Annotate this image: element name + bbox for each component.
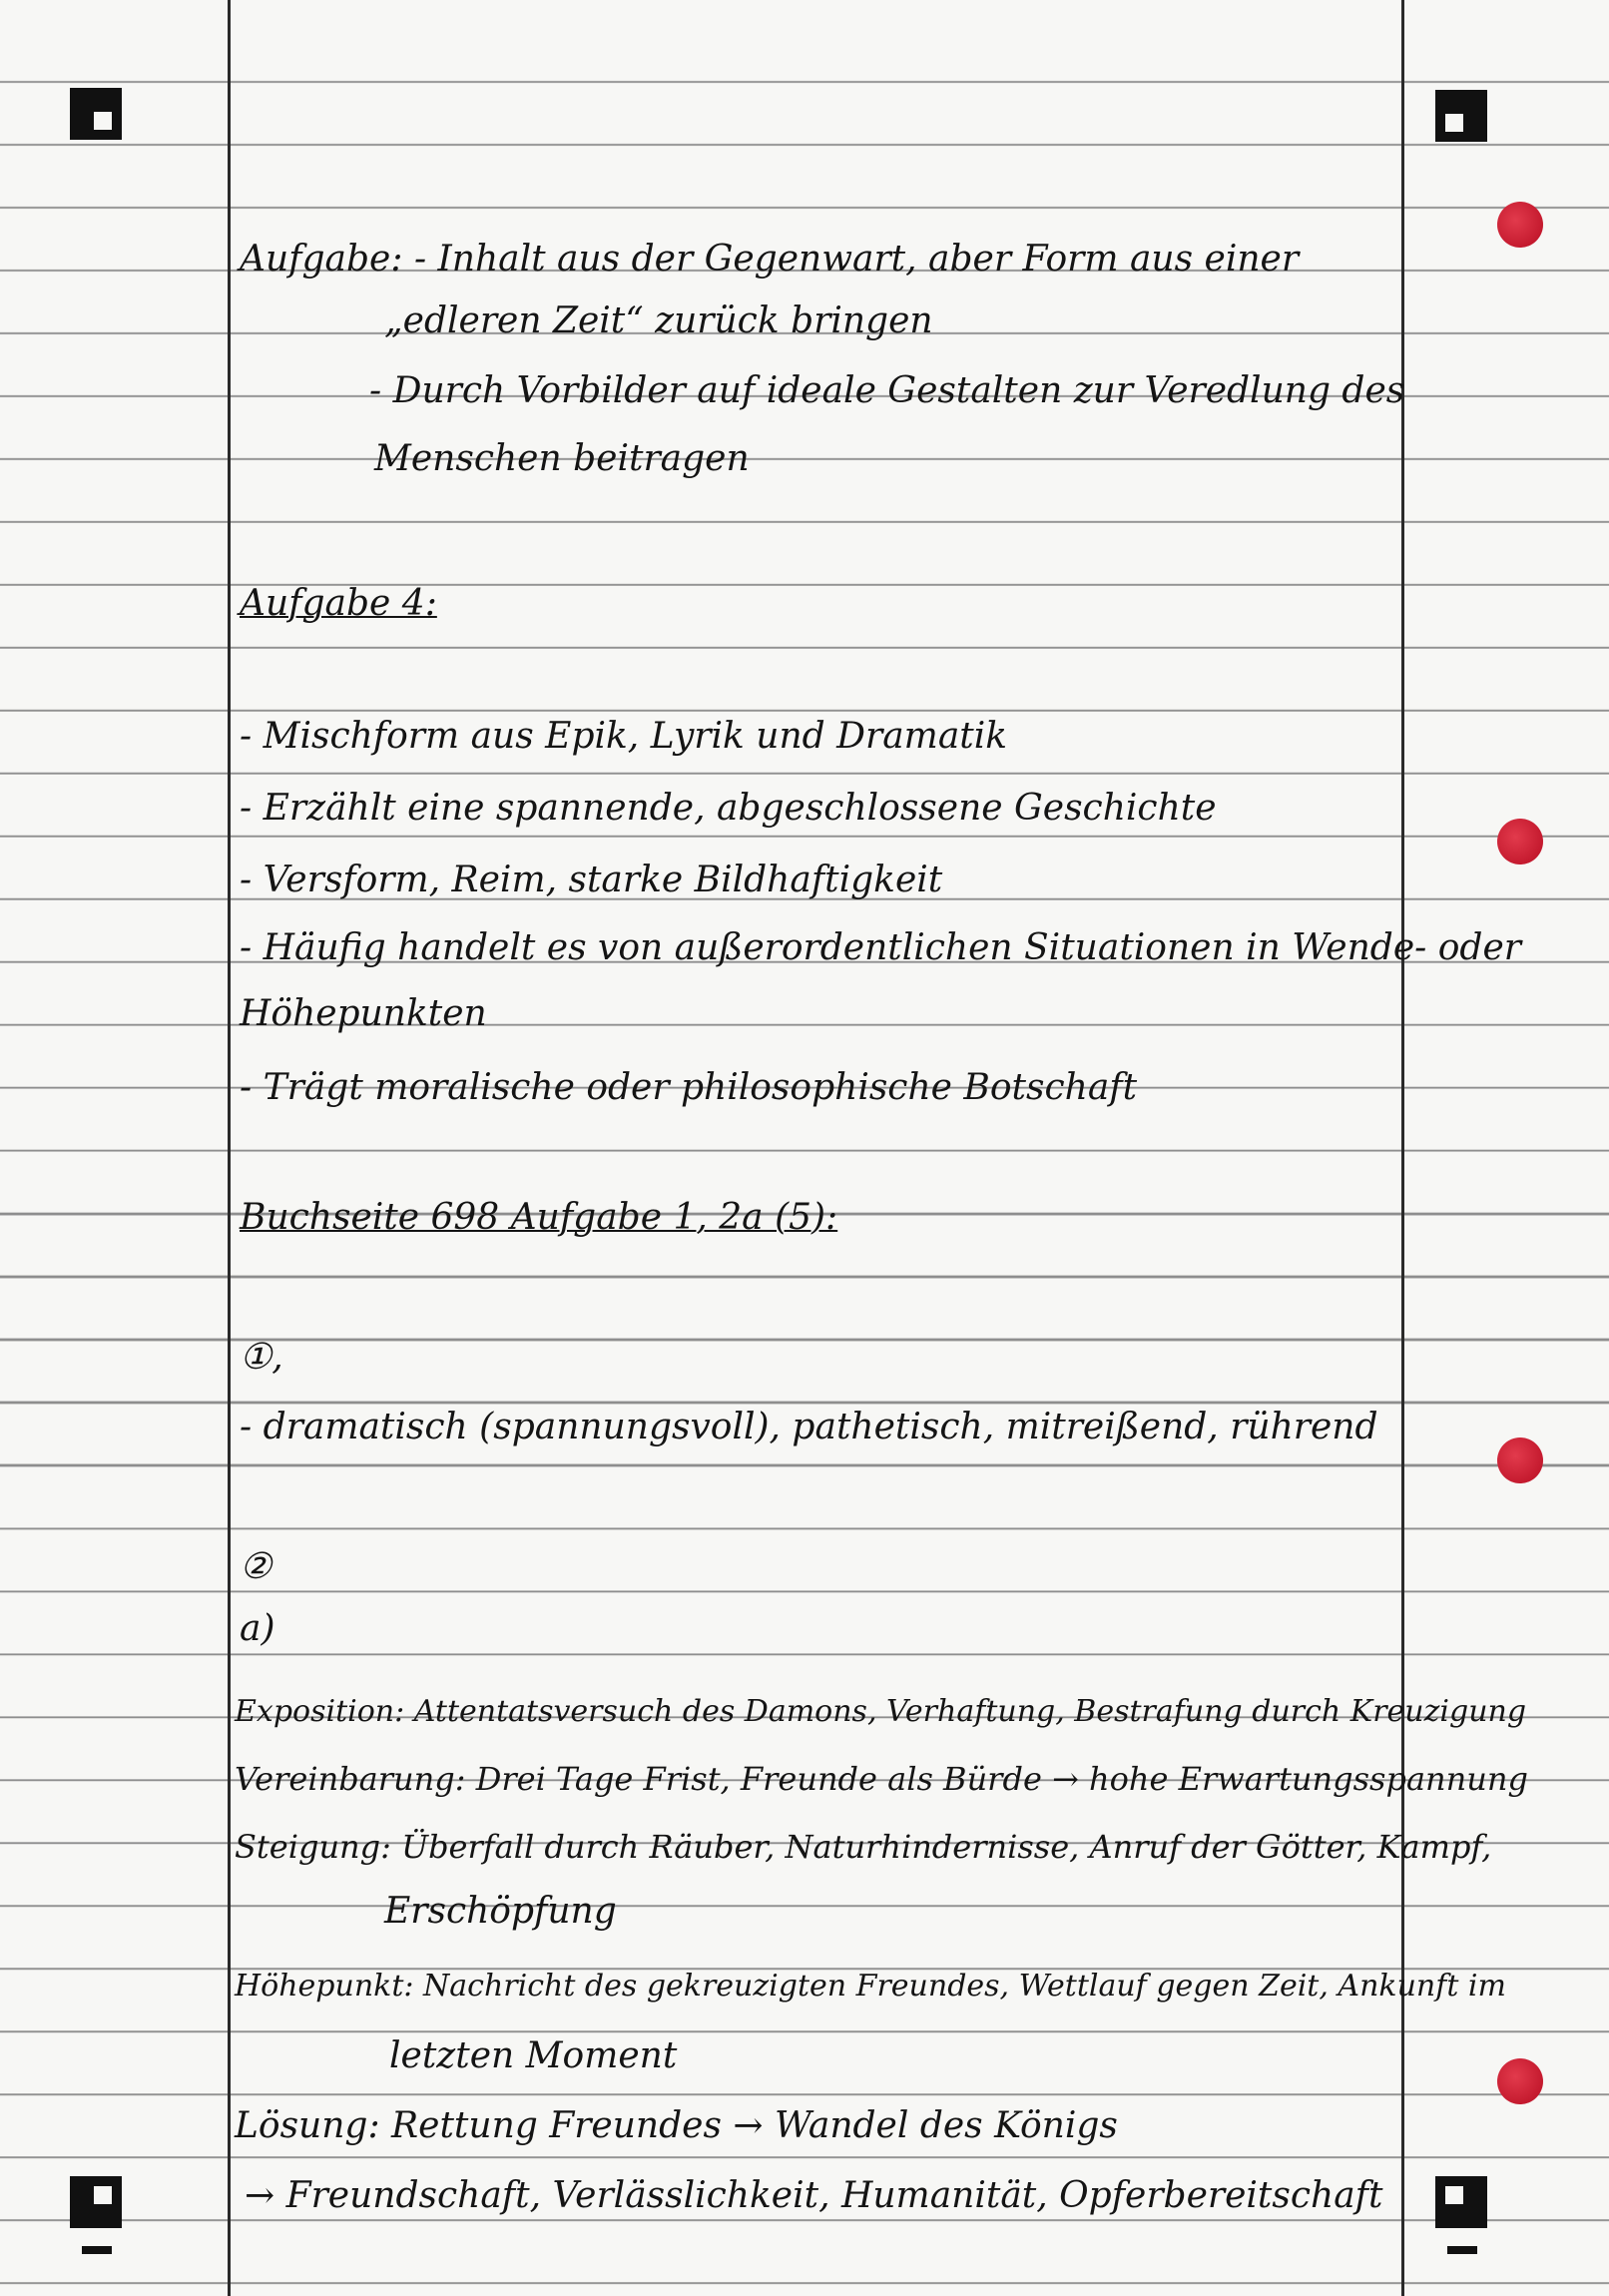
handwritten-line: Menschen beitragen — [374, 438, 750, 479]
handwritten-line: Höhepunkt: Nachricht des gekreuzigten Freundes, Wettlauf gegen Zeit, Ankunft im — [235, 1969, 1506, 2004]
left-margin-line — [228, 0, 231, 2296]
corner-marker-bottom-left — [70, 2176, 122, 2228]
corner-marker-bar-right — [1447, 2246, 1477, 2254]
punch-hole — [1497, 1437, 1543, 1483]
right-margin-line — [1401, 0, 1404, 2296]
handwritten-line: Steigung: Überfall durch Räuber, Naturhindernisse, Anruf der Götter, Kampf, — [235, 1828, 1492, 1866]
bullet-item: - Mischform aus Epik, Lyrik und Dramatik — [240, 716, 1008, 757]
corner-marker-top-left — [70, 88, 122, 140]
handwritten-line: Aufgabe: - Inhalt aus der Gegenwart, aber Form aus einer — [240, 239, 1300, 280]
handwritten-line: Lösung: Rettung Freundes → Wandel des Königs — [235, 2105, 1118, 2146]
handwritten-line: Vereinbarung: Drei Tage Frist, Freunde als Bürde → hohe Erwartungsspannung — [235, 1760, 1528, 1798]
section-heading: Buchseite 698 Aufgabe 1, 2a (5): — [240, 1197, 838, 1238]
corner-marker-bar-left — [82, 2246, 112, 2254]
handwritten-line: - dramatisch (spannungsvoll), pathetisch, mitreißend, rührend — [240, 1407, 1378, 1447]
bullet-item-continuation: Höhepunkten — [240, 993, 487, 1034]
sub-item-label: a) — [240, 1608, 275, 1649]
punch-hole — [1497, 202, 1543, 248]
handwritten-line: „edleren Zeit“ zurück bringen — [384, 300, 933, 341]
corner-marker-top-right — [1435, 90, 1487, 142]
item-number: ①, — [240, 1337, 283, 1378]
punch-hole — [1497, 2058, 1543, 2104]
punch-hole — [1497, 819, 1543, 864]
bullet-item: - Häufig handelt es von außerordentlichen Situationen in Wende- oder — [240, 927, 1521, 968]
corner-marker-bottom-right — [1435, 2176, 1487, 2228]
handwritten-line: - Durch Vorbilder auf ideale Gestalten zur Veredlung des — [369, 370, 1405, 411]
bullet-item: - Trägt moralische oder philosophische Botschaft — [240, 1067, 1138, 1108]
handwritten-line: → Freundschaft, Verlässlichkeit, Humanität, Opferbereitschaft — [245, 2175, 1383, 2216]
bullet-item: - Erzählt eine spannende, abgeschlossene Geschichte — [240, 788, 1217, 829]
bullet-item: - Versform, Reim, starke Bildhaftigkeit — [240, 860, 943, 900]
handwritten-line: Exposition: Attentatsversuch des Damons, Verhaftung, Bestrafung durch Kreuzigung — [235, 1694, 1527, 1729]
item-number: ② — [240, 1546, 272, 1587]
handwritten-line: letzten Moment — [389, 2035, 678, 2076]
section-heading: Aufgabe 4: — [240, 583, 437, 624]
handwritten-line: Erschöpfung — [384, 1891, 617, 1932]
